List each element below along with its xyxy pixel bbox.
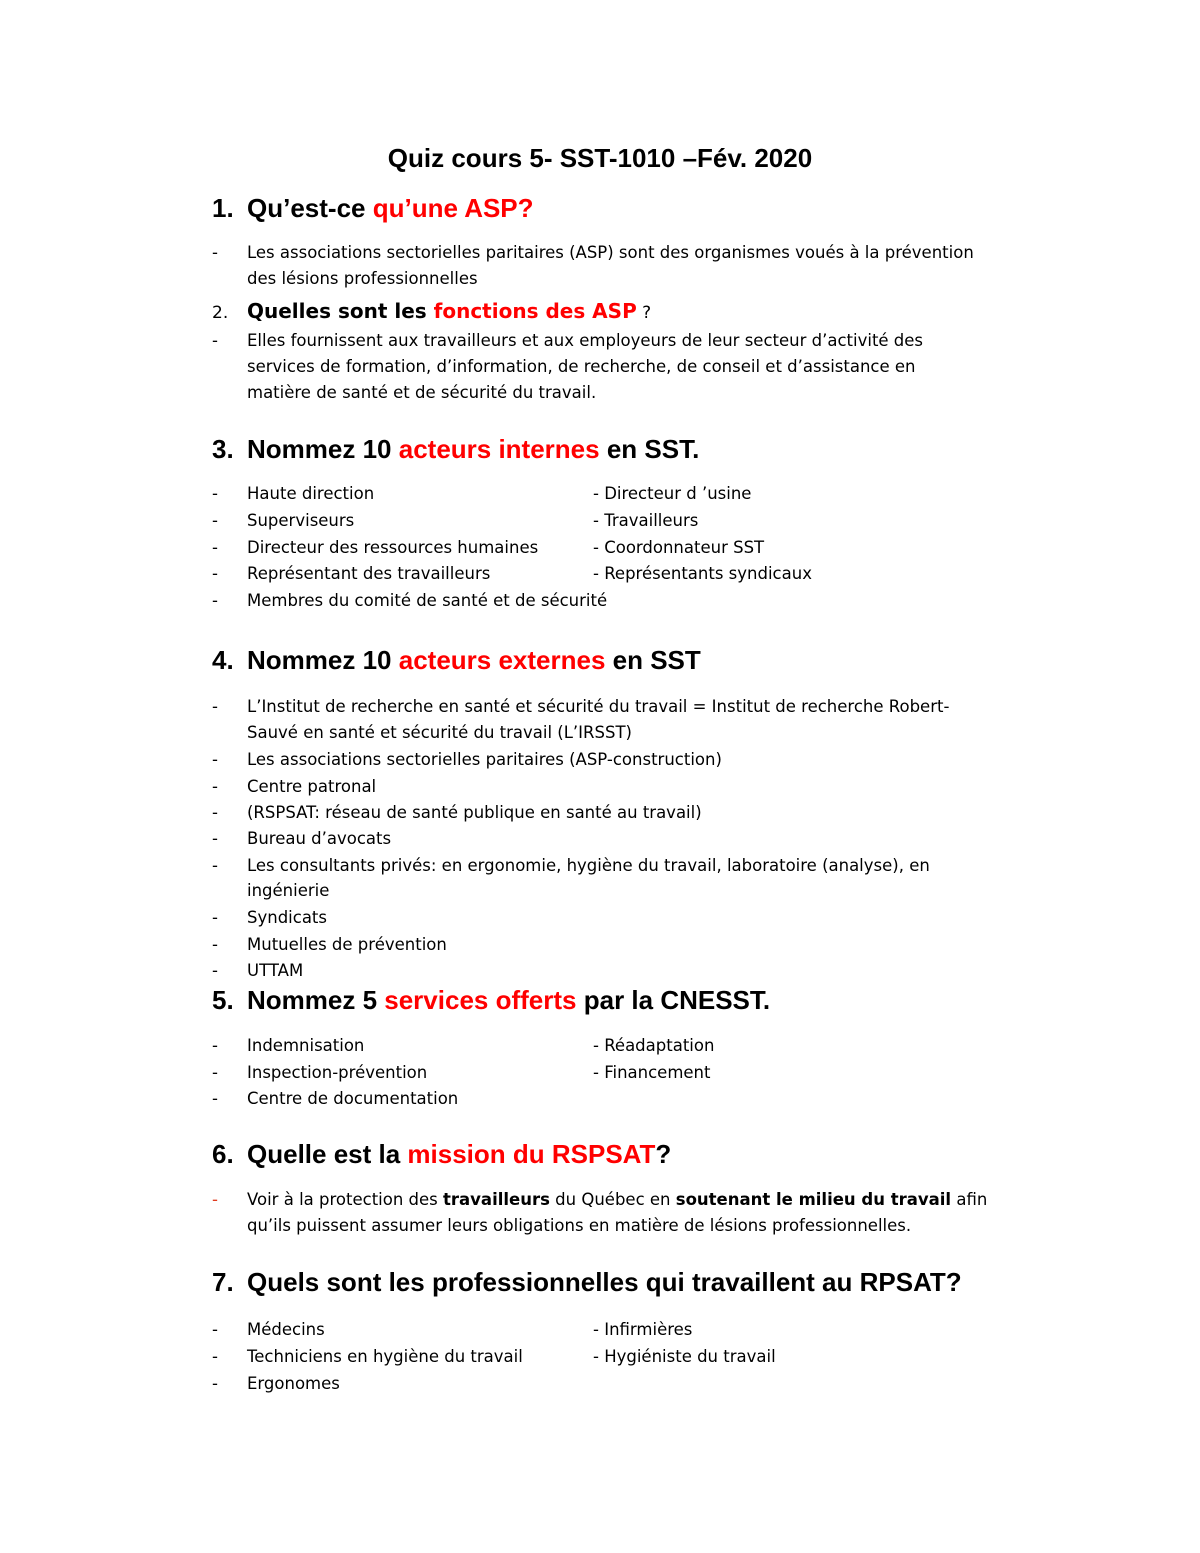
question-text-end: ? — [655, 1139, 672, 1169]
list-item: Syndicats — [247, 908, 328, 927]
question-text-end: ? — [636, 303, 652, 323]
list-item: Bureau d’avocats — [247, 829, 392, 848]
bullet-dash: - — [212, 961, 218, 980]
bullet-dash: - — [212, 1036, 218, 1055]
question-text: Quelles sont les — [247, 299, 434, 323]
question-highlight: acteurs internes — [398, 434, 600, 464]
list-item: Les associations sectorielles paritaires (ASP-construction) — [247, 750, 722, 769]
list-item: Centre patronal — [247, 777, 377, 796]
answer-line: Elles fournissent aux travailleurs et aux employeurs de leur secteur d’activité des — [247, 331, 924, 350]
bullet-dash: - — [212, 243, 218, 262]
answer-line: qu’ils puissent assumer leurs obligations en matière de lésions professionnelles. — [247, 1216, 912, 1235]
bullet-dash: - — [212, 538, 218, 557]
list-item: Mutuelles de prévention — [247, 935, 447, 954]
question-4-heading — [212, 644, 701, 676]
bullet-dash: - — [212, 1374, 218, 1393]
list-item-right: - Réadaptation — [593, 1036, 715, 1055]
list-item: Haute direction — [247, 484, 375, 503]
question-text: Nommez 10 — [247, 645, 399, 675]
answer-line: services de formation, d’information, de recherche, de conseil et d’assistance en — [247, 357, 916, 376]
question-text-end: en SST. — [599, 434, 700, 464]
answer-text: du Québec en — [549, 1190, 676, 1209]
question-6-heading — [212, 1138, 671, 1170]
bullet-dash: - — [212, 829, 218, 848]
bullet-dash: - — [212, 1320, 218, 1339]
list-item-continued: ingénierie — [247, 881, 330, 900]
list-item: Superviseurs — [247, 511, 355, 530]
bullet-dash: - — [212, 908, 218, 927]
question-number: 6. — [212, 1139, 234, 1169]
question-highlight: qu’une ASP? — [372, 193, 534, 223]
question-number: 3. — [212, 434, 234, 464]
list-item: Les consultants privés: en ergonomie, hygiène du travail, laboratoire (analyse), en — [247, 856, 930, 875]
bullet-dash: - — [212, 935, 218, 954]
answer-emphasis: travailleurs — [443, 1190, 550, 1209]
bullet-dash: - — [212, 1089, 218, 1108]
bullet-dash: - — [212, 856, 218, 875]
question-7-heading — [212, 1266, 962, 1298]
list-item-right: - Travailleurs — [593, 511, 699, 530]
list-item: Médecins — [247, 1320, 325, 1339]
bullet-dash: - — [212, 511, 218, 530]
question-1-heading — [212, 192, 534, 224]
list-item: (RSPSAT: réseau de santé publique en santé au travail) — [247, 803, 702, 822]
list-item: Techniciens en hygiène du travail — [247, 1347, 523, 1366]
list-item: Représentant des travailleurs — [247, 564, 491, 583]
document-title: Quiz cours 5- SST-1010 –Fév. 2020 — [387, 143, 813, 173]
answer-line: des lésions professionnelles — [247, 269, 478, 288]
list-item: Directeur des ressources humaines — [247, 538, 539, 557]
list-item-right: - Infirmières — [593, 1320, 693, 1339]
bullet-dash: - — [212, 1190, 218, 1209]
question-text-end: par la CNESST. — [576, 985, 771, 1015]
question-text: Qu’est-ce — [247, 193, 373, 223]
bullet-dash: - — [212, 591, 218, 610]
bullet-dash: - — [212, 697, 218, 716]
answer-emphasis: soutenant le milieu du travail — [675, 1190, 952, 1209]
bullet-dash: - — [212, 331, 218, 350]
question-text: Nommez 5 — [247, 985, 385, 1015]
question-5-heading — [212, 984, 770, 1016]
list-item: Inspection-prévention — [247, 1063, 428, 1082]
list-item-continued: Sauvé en santé et sécurité du travail (L’IRSST) — [247, 723, 632, 742]
bullet-dash: - — [212, 750, 218, 769]
list-item-right: - Financement — [593, 1063, 711, 1082]
list-item: UTTAM — [247, 961, 304, 980]
list-item-right: - Directeur d ’usine — [593, 484, 752, 503]
answer-line — [247, 1187, 987, 1213]
question-highlight: acteurs externes — [398, 645, 606, 675]
answer-text: Voir à la protection des — [247, 1190, 444, 1209]
bullet-dash: - — [212, 1347, 218, 1366]
answer-line: Les associations sectorielles paritaires (ASP) sont des organismes voués à la prévention — [247, 243, 974, 262]
bullet-dash: - — [212, 484, 218, 503]
question-highlight: services offerts — [384, 985, 577, 1015]
bullet-dash: - — [212, 803, 218, 822]
question-text: Quelle est la — [247, 1139, 408, 1169]
question-text: Nommez 10 — [247, 434, 399, 464]
question-number: 5. — [212, 985, 234, 1015]
list-item: L’Institut de recherche en santé et sécurité du travail = Institut de recherche Robert- — [247, 697, 950, 716]
question-text: Quels sont les professionnelles qui travaillent au RPSAT? — [247, 1267, 962, 1297]
question-highlight: fonctions des ASP — [433, 299, 637, 323]
bullet-dash: - — [212, 1063, 218, 1082]
question-number: 1. — [212, 193, 234, 223]
question-number: 4. — [212, 645, 234, 675]
bullet-dash: - — [212, 777, 218, 796]
list-item-right: - Représentants syndicaux — [593, 564, 812, 583]
list-item-right: - Hygiéniste du travail — [593, 1347, 776, 1366]
list-item: Ergonomes — [247, 1374, 340, 1393]
bullet-dash: - — [212, 564, 218, 583]
list-item: Centre de documentation — [247, 1089, 459, 1108]
question-3-heading — [212, 433, 699, 465]
question-text-end: en SST — [605, 645, 701, 675]
list-item: Membres du comité de santé et de sécurité — [247, 591, 608, 610]
question-2-heading — [212, 297, 651, 327]
question-number: 7. — [212, 1267, 234, 1297]
answer-line: matière de santé et de sécurité du travail. — [247, 383, 597, 402]
answer-text: afin — [951, 1190, 988, 1209]
question-number: 2. — [212, 303, 229, 323]
question-highlight: mission du RSPSAT — [407, 1139, 656, 1169]
list-item-right: - Coordonnateur SST — [593, 538, 765, 557]
list-item: Indemnisation — [247, 1036, 365, 1055]
